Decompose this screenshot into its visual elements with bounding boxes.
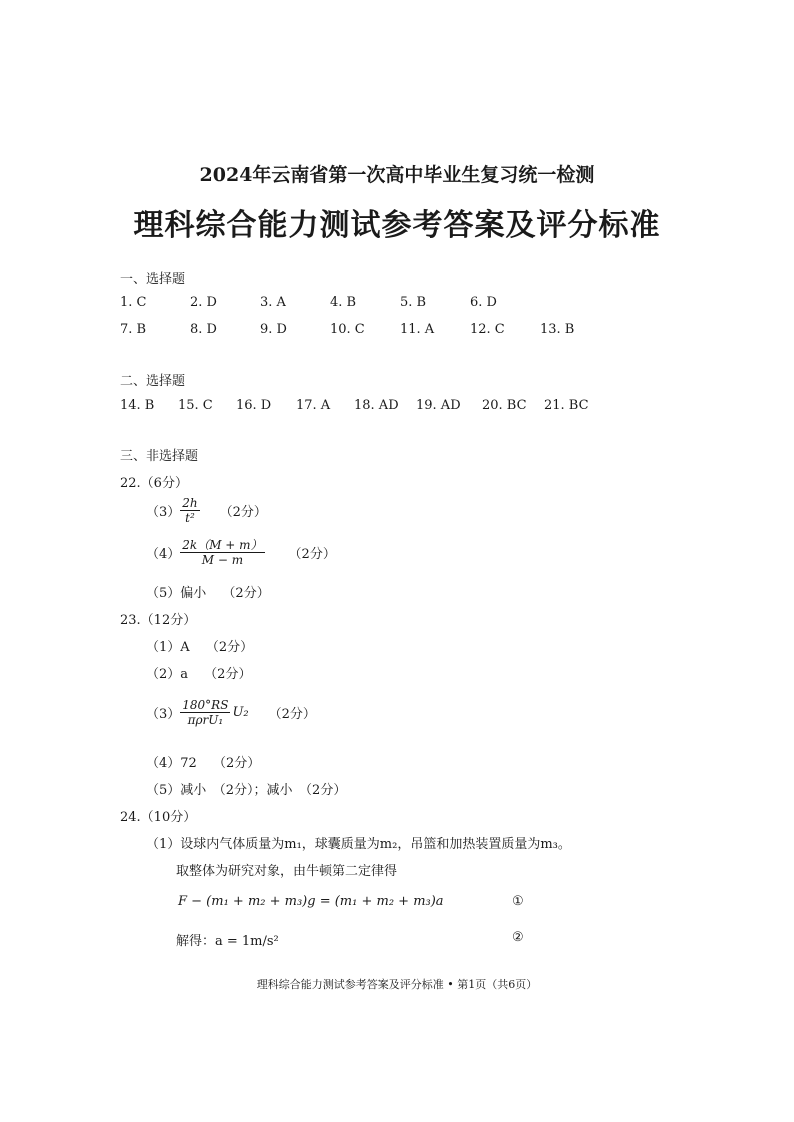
q23-part3-denominator: πρrU₁: [187, 713, 224, 727]
q23-part3-tail: U₂: [232, 705, 249, 720]
page-footer: 理科综合能力测试参考答案及评分标准 • 第1页（共6页）: [256, 978, 538, 991]
section1-heading: 一、选择题: [120, 272, 186, 287]
q23-part3-numerator: 180°RS: [182, 698, 229, 712]
q23-label: 23.（12分）: [120, 613, 197, 628]
answer-8: 8. D: [190, 322, 217, 337]
q23-part3-score: （2分）: [268, 707, 316, 722]
answer-1: 1. C: [120, 295, 147, 310]
q23-part3-label: （3）: [146, 707, 181, 722]
document-title: 理科综合能力测试参考答案及评分标准: [133, 208, 661, 243]
q24-equation-2: 解得：a = 1m/s²: [176, 934, 279, 949]
answer-15: 15. C: [178, 398, 213, 413]
q22-part4-denominator: M − m: [201, 553, 244, 567]
q22-part5: [146, 582, 270, 601]
q22-part3-fraction: [180, 496, 199, 525]
answer-10: 10. C: [330, 322, 365, 337]
q22-part3: [146, 496, 267, 525]
page-title: 2024年云南省第一次高中毕业生复习统一检测: [199, 164, 595, 186]
answer-4: 4. B: [330, 295, 357, 310]
q22-part3-numerator: 2h: [182, 496, 198, 510]
q24-equation-1-mark: ①: [512, 894, 524, 909]
section2-heading: 二、选择题: [120, 374, 186, 389]
q23-part2-score: （2分）: [204, 667, 252, 682]
q22-part4-fraction: [180, 538, 264, 567]
answer-20: 20. BC: [482, 398, 527, 413]
q23-part3-fraction: [180, 698, 230, 727]
q24-label: 24.（10分）: [120, 810, 197, 825]
answer-5: 5. B: [400, 295, 427, 310]
q22-part3-label: （3）: [146, 505, 181, 520]
q24-part1-text2: 取整体为研究对象，由牛顿第二定律得: [176, 864, 398, 879]
q22-part3-score: （2分）: [219, 505, 267, 520]
q22-part4-numerator: 2k（M + m）: [182, 538, 263, 552]
answer-14: 14. B: [120, 398, 155, 413]
answer-21: 21. BC: [544, 398, 589, 413]
q23-part2: [146, 663, 251, 682]
answer-6: 6. D: [470, 295, 497, 310]
q22-label: 22.（6分）: [120, 476, 188, 491]
section3-heading: 三、非选择题: [120, 449, 199, 464]
q22-part4-label: （4）: [146, 547, 181, 562]
q22-part4: [146, 538, 336, 567]
answer-2: 2. D: [190, 295, 217, 310]
answer-3: 3. A: [260, 295, 286, 310]
q24-part1-text: （1）设球内气体质量为m₁，球囊质量为m₂，吊篮和加热装置质量为m₃。: [146, 837, 571, 852]
answer-11: 11. A: [400, 322, 435, 337]
answer-18: 18. AD: [354, 398, 399, 413]
q24-equation-1: F − (m₁ + m₂ + m₃)g = (m₁ + m₂ + m₃)a: [178, 894, 444, 909]
answer-19: 19. AD: [416, 398, 461, 413]
q22-part5-label: （5）偏小: [146, 586, 207, 601]
answer-16: 16. D: [236, 398, 272, 413]
q23-part3: [146, 698, 316, 727]
answer-17: 17. A: [296, 398, 331, 413]
answer-12: 12. C: [470, 322, 505, 337]
q23-part1-label: （1）A: [146, 640, 190, 655]
q23-part1: [146, 636, 253, 655]
answer-9: 9. D: [260, 322, 287, 337]
q22-part5-score: （2分）: [222, 586, 270, 601]
q24-equation-2-mark: ②: [512, 930, 524, 945]
q23-part1-score: （2分）: [205, 640, 254, 655]
answer-7: 7. B: [120, 322, 147, 337]
q23-part4-score: （2分）: [212, 756, 261, 771]
q23-part2-label: （2）a: [146, 667, 189, 682]
q22-part3-denominator: t²: [185, 511, 195, 525]
answer-13: 13. B: [540, 322, 575, 337]
q22-part4-score: （2分）: [288, 547, 336, 562]
q23-part4-label: （4）72: [146, 756, 197, 771]
q23-part5: （5）减小 （2分）；减小 （2分）: [146, 783, 347, 798]
q23-part4: [146, 752, 260, 771]
